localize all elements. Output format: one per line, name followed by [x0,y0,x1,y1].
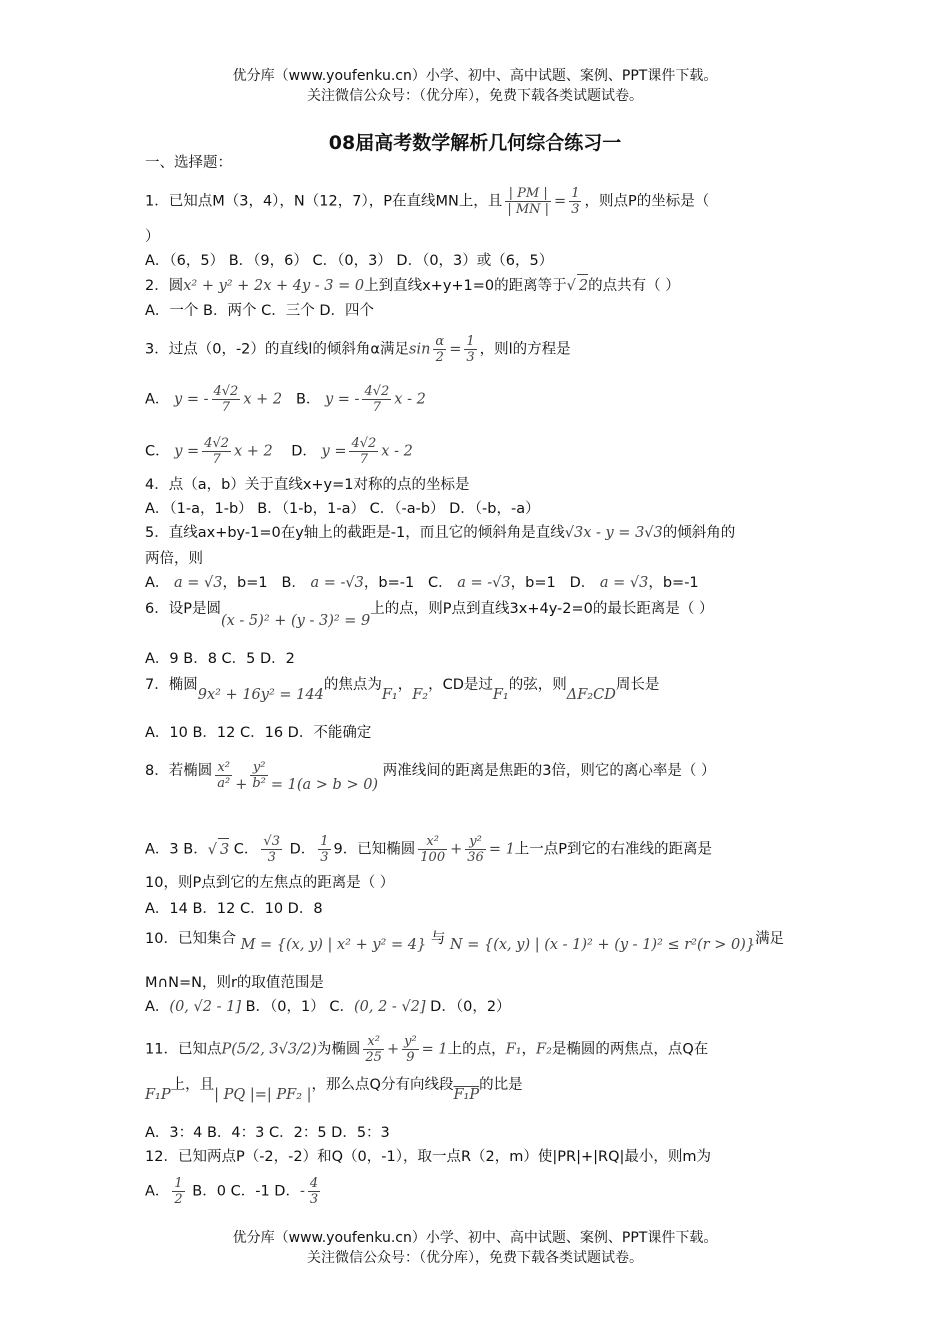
question-11: 11．已知点P(5/2, 3√3/2)为椭圆 $\frac{\text{x²}}{25}$ + $\frac{\text{y²}}{9}$ = 1上的点，F₁，F₂是椭圆的两焦点，点Q在 [145,1034,709,1065]
footer-line-2: 关注微信公众号：（优分库），免费下载各类试题试卷。 [307,1250,643,1266]
question-5: 5．直线ax+by-1=0在y轴上的截距是-1，而且它的倾斜角是直线√3x - y = 3√3的倾斜角的 [145,525,736,541]
question-1-close: ） [145,229,160,245]
question-9-cont: 10，则P点到它的左焦点的距离是（ ） [145,875,395,891]
question-1: 1．已知点M（3，4），N（12，7），P在直线MN上，且 $\frac{| PM |}{| MN |}$ = $\frac{1}{3}$ ，则点P的坐标是（ [145,186,710,217]
header-line-1: 优分库（www.youfenku.cn）小学、初中、高中试题、案例、PPT课件下载。 [232,68,718,84]
question-4-options: A．（1-a，1-b） B．（1-b，1-a） C．（-a-b） D．（-b，-a） [145,501,540,517]
question-6-options: A．9 B．8 C．5 D．2 [145,651,295,667]
question-2-options: A．一个 B．两个 C．三个 D．四个 [145,303,374,319]
question-11-cont: F₁P上，且| PQ |=| PF₂ |，那么点Q分有向线段F₁P的比是 [145,1077,523,1103]
question-5-cont: 两倍，则 [145,551,203,567]
question-7-options: A．10 B．12 C．16 D．不能确定 [145,725,372,741]
question-12: 12．已知两点P（-2，-2）和Q（0，-1），取一点R（2，m）使|PR|+|RQ|最小，则m为 [145,1149,712,1165]
question-7: 7．椭圆9x² + 16y² = 144的焦点为F₁，F₂，CD是过F₁的弦，则ΔF₂CD周长是 [145,677,660,703]
question-12-options: A． $\frac{1}{2}$ B．0 C．-1 D．- $\frac{4}{3}$ [145,1176,319,1207]
question-3-options-ab: A． y = - $\frac{4√2}{7}$ x + 2 B． y = - $\frac{4√2}{7}$ x - 2 [145,384,426,415]
q2-circle-equation: x² + y² + 2x + 4y - 3 = 0 [183,278,365,294]
q1-ratio: $\frac{| PM |}{| MN |}$ [507,186,550,217]
header-line-2: 关注微信公众号：（优分库），免费下载各类试题试卷。 [307,88,643,104]
question-11-options: A．3：4 B．4：3 C．2：5 D．5：3 [145,1125,390,1141]
question-8: 8．若椭圆 $\frac{\text{x²}}{\text{a²}}$ + $\frac{\text{y²}}{\text{b²}}$ = 1(a > b > 0) 两准线间的距离是焦距的3倍，则它的离心率是（ ） [145,760,716,793]
question-4: 4．点（a，b）关于直线x+y=1对称的点的坐标是 [145,477,470,493]
question-10-cont: M∩N=N，则r的取值范围是 [145,975,324,991]
question-9-options: A．14 B．12 C．10 D．8 [145,901,323,917]
question-10: 10．已知集合 M = {(x, y) | x² + y² = 4} 与 N = {(x, y) | (x - 1)² + (y - 1)² ≤ r²(r > 0)}满足 [145,931,785,953]
question-5-options: A． a = √3，b=1 B． a = -√3，b=-1 C． a = -√3，b=1 D． a = √3，b=-1 [145,575,699,591]
section-heading: 一、选择题： [145,155,232,171]
page-title: 08届高考数学解析几何综合练习一 [328,132,622,154]
question-6: 6．设P是圆(x - 5)² + (y - 3)² = 9上的点，则P点到直线3x+4y-2=0的最长距离是（ ） [145,601,714,629]
footer-line-1: 优分库（www.youfenku.cn）小学、初中、高中试题、案例、PPT课件下载。 [232,1230,718,1246]
question-10-options: A．(0, √2 - 1] B．（0，1） C．(0, 2 - √2] D．（0，2） [145,999,511,1015]
question-2: 2．圆x² + y² + 2x + 4y - 3 = 0上到直线x+y+1=0的距离等于√ 2的点共有（ ） [145,274,810,297]
question-3-options-cd: C． y = $\frac{4√2}{7}$ x + 2 D． y = $\frac{4√2}{7}$ x - 2 [145,436,413,467]
question-3: 3．过点（0，-2）的直线l的倾斜角α满足sin $\frac{\alpha}{2}$ = $\frac{1}{3}$ ，则l的方程是 [145,334,571,365]
question-8-options-question-9: A．3 B．√ 3 C． $\frac{√3}{3}$ D． $\frac{1}{3}$ 9．已知椭圆 $\frac{\text{x²}}{100}$ + $\frac{\text{y²}}{36}$ = 1上一点P到它的右准线的距离是 [145,834,713,865]
question-1-options: A．（6，5） B．（9，6） C．（0，3） D．（0，3）或（6，5） [145,253,554,269]
